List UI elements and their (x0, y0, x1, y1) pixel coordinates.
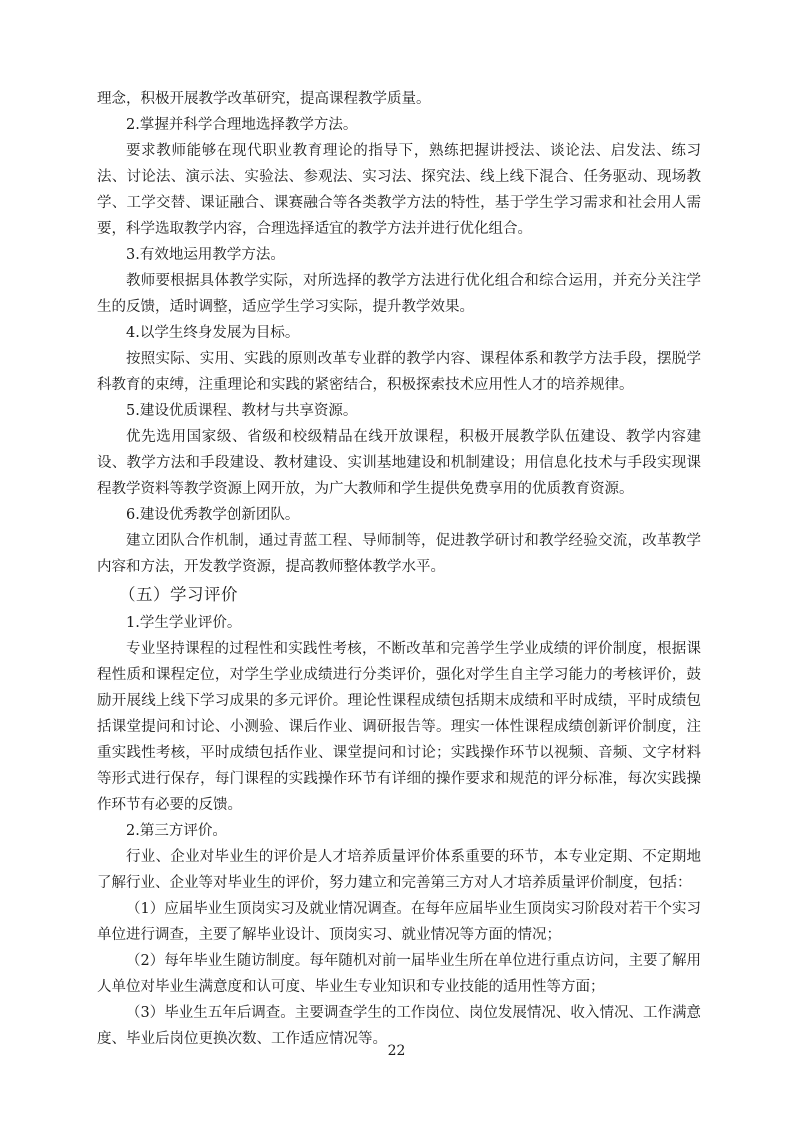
intro-tail-paragraph: 理念，积极开展教学改革研究，提高课程教学质量。 (97, 91, 431, 107)
item5-heading: 5.建设优质课程、教材与共享资源。 (126, 403, 358, 419)
item5-body: 优先选用国家级、省级和校级精品在线开放课程，积极开展教学队伍建设、教学内容建设、教学方法和手段建设、教材建设、实训基地建设和机制建设；用信息化技术与手段实现课程教学资料等教学资源上网开放，为广大教师和学生提供免费享用的优质教育资源。 (97, 429, 701, 497)
page-content (97, 86, 701, 1052)
item2-body: 要求教师能够在现代职业教育理论的指导下，熟练把握讲授法、谈论法、启发法、练习法、讨论法、演示法、实验法、参观法、实习法、探究法、线上线下混合、任务驱动、现场教学、工学交替、课证融合、课赛融合等各类教学方法的特性，基于学生学习需求和社会用人需要，科学选取教学内容，合理选择适宜的教学方法并进行优化组合。 (97, 143, 701, 237)
item4-heading: 4.以学生终身发展为目标。 (126, 325, 300, 341)
eval2-sub1: （1）应届毕业生顶岗实习及就业情况调查。在每年应届毕业生顶岗实习阶段对若干个实习单位进行调查，主要了解毕业设计、顶岗实习、就业情况等方面的情况； (97, 901, 701, 943)
item2-heading: 2.掌握并科学合理地选择教学方法。 (126, 117, 358, 133)
eval2-heading: 2.第三方评价。 (126, 823, 227, 839)
item6-heading: 6.建设优秀教学创新团队。 (126, 507, 300, 523)
eval2-sub3: （3）毕业生五年后调查。主要调查学生的工作岗位、岗位发展情况、收入情况、工作满意度、毕业后岗位更换次数、工作适应情况等。 (97, 1005, 701, 1047)
eval2-sub2: （2）每年毕业生随访制度。每年随机对前一届毕业生所在单位进行重点访问，主要了解用人单位对毕业生满意度和认可度、毕业生专业知识和专业技能的适用性等方面； (97, 953, 701, 995)
page-number: 22 (387, 1043, 406, 1059)
item3-heading: 3.有效地运用教学方法。 (126, 247, 285, 263)
eval1-body: 专业坚持课程的过程性和实践性考核，不断改革和完善学生学业成绩的评价制度，根据课程性质和课程定位，对学生学业成绩进行分类评价，强化对学生自主学习能力的考核评价，鼓励开展线上线下学习成果的多元评价。理论性课程成绩包括期末成绩和平时成绩，平时成绩包括课堂提问和讨论、小测验、课后作业、调研报告等。理实一体性课程成绩创新评价制度，注重实践性考核，平时成绩包括作业、课堂提问和讨论；实践操作环节以视频、音频、文字材料等形式进行保存，每门课程的实践操作环节有详细的操作要求和规范的评分标准，每次实践操作环节有必要的反馈。 (97, 641, 701, 813)
item4-body: 按照实际、实用、实践的原则改革专业群的教学内容、课程体系和教学方法手段，摆脱学科教育的束缚，注重理论和实践的紧密结合，积极探索技术应用性人才的培养规律。 (97, 351, 701, 393)
eval2-body: 行业、企业对毕业生的评价是人才培养质量评价体系重要的环节，本专业定期、不定期地了解行业、企业等对毕业生的评价，努力建立和完善第三方对人才培养质量评价制度，包括： (97, 849, 701, 891)
item6-body: 建立团队合作机制，通过青蓝工程、导师制等，促进教学研讨和教学经验交流，改革教学内容和方法，开发教学资源，提高教师整体教学水平。 (97, 533, 701, 575)
item3-body: 教师要根据具体教学实际，对所选择的教学方法进行优化组合和综合运用，并充分关注学生的反馈，适时调整，适应学生学习实际，提升教学效果。 (97, 273, 701, 315)
section-title-learning-evaluation: （五）学习评价 (119, 585, 238, 604)
eval1-heading: 1.学生学业评价。 (126, 615, 242, 631)
